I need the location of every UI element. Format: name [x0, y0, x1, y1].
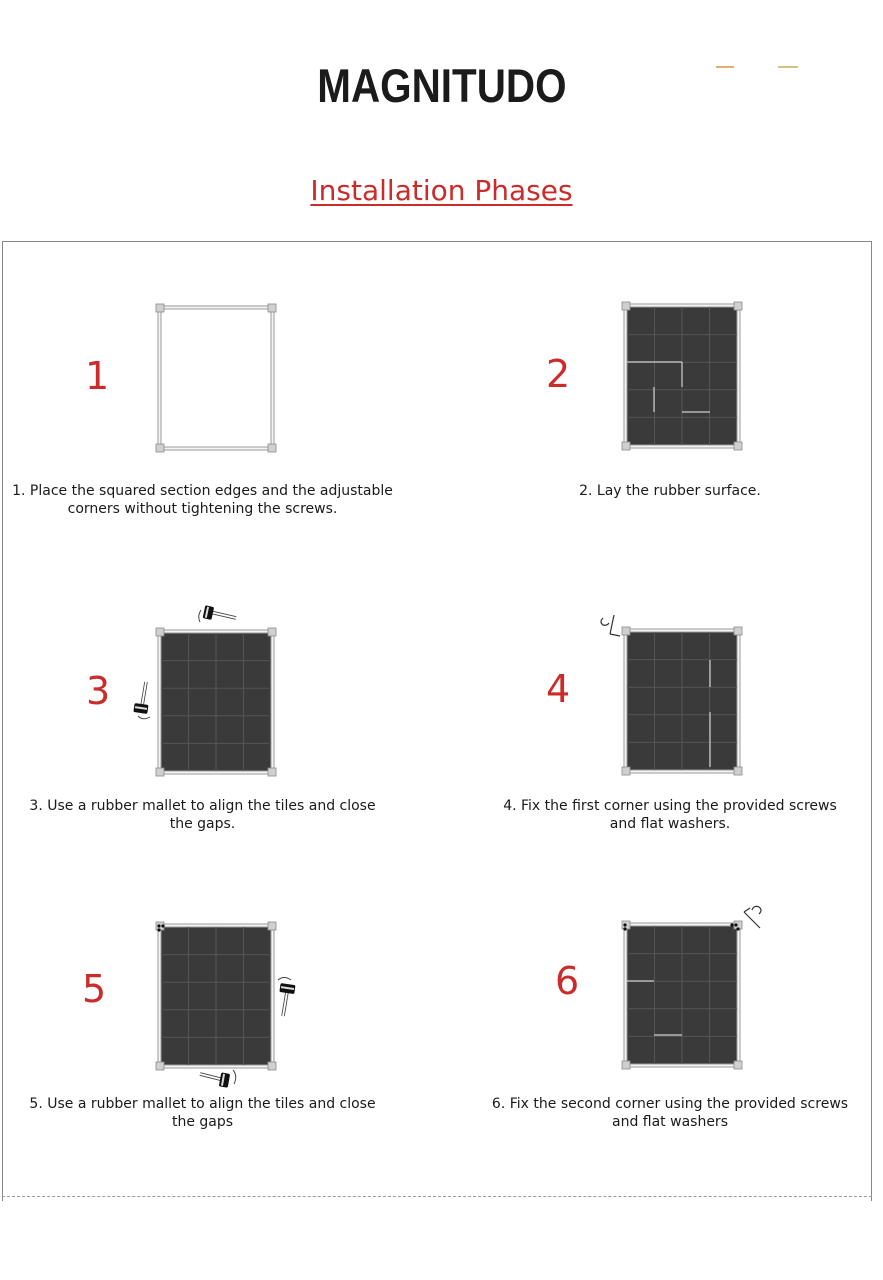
adjustable-corner [268, 444, 276, 452]
logo-text: MAGNITUDO [316, 59, 567, 112]
adjustable-corner [156, 304, 164, 312]
step-2-caption [480, 482, 860, 500]
step-1-diagram [156, 304, 276, 452]
page-title-text: Installation Phases [310, 174, 573, 207]
mallet-icon [272, 974, 298, 1018]
adjustable-corner [734, 627, 742, 635]
step-5-diagram [156, 922, 276, 1070]
screw-icon [157, 928, 160, 931]
mallet-icon [130, 680, 154, 724]
step-5-caption [10, 1095, 395, 1131]
step-6-caption-line: 6. Fix the second corner using the provided screws [491, 1096, 849, 1112]
adjustable-corner [268, 1062, 276, 1070]
step-4-diagram [622, 627, 742, 775]
adjustable-corner [156, 444, 164, 452]
step-2-number: 2 [546, 352, 571, 396]
step-6-caption-line: and flat washers [612, 1114, 728, 1130]
adjustable-corner [268, 922, 276, 930]
step-4-caption [480, 797, 860, 833]
decorative-mark [716, 66, 734, 68]
adjustable-corner [156, 628, 164, 636]
adjustable-corner [734, 442, 742, 450]
step-3-caption [10, 797, 395, 833]
adjustable-corner [734, 1061, 742, 1069]
step-6-caption [480, 1095, 860, 1131]
step-2-diagram [622, 302, 742, 450]
step-3-number: 3 [86, 669, 111, 713]
adjustable-corner [622, 1061, 630, 1069]
step-3-caption-line: the gaps. [169, 816, 236, 832]
adjustable-corner [268, 628, 276, 636]
step-4-caption-line: and flat washers. [609, 816, 731, 832]
adjustable-corner [622, 302, 630, 310]
step-3-caption-line: 3. Use a rubber mallet to align the tiles and close [29, 798, 376, 814]
screw-icon [730, 923, 733, 926]
adjustable-corner [734, 767, 742, 775]
step-3-diagram [156, 628, 276, 776]
screw-icon [161, 924, 164, 927]
step-5-number: 5 [82, 967, 107, 1011]
step-4-caption-line: 4. Fix the first corner using the provided screws [503, 798, 837, 814]
step-4-number: 4 [546, 667, 571, 711]
allen-key-icon [738, 904, 766, 930]
step-1-number: 1 [85, 354, 110, 398]
mallet-icon [196, 1066, 240, 1092]
adjustable-corner [156, 768, 164, 776]
adjustable-corner [622, 442, 630, 450]
screw-icon [157, 924, 160, 927]
adjustable-corner [156, 1062, 164, 1070]
adjustable-corner [268, 304, 276, 312]
step-1-caption-line: corners without tightening the screws. [67, 501, 338, 517]
brand-logo [0, 58, 883, 113]
screw-icon [623, 923, 626, 926]
step-2-caption-line: 2. Lay the rubber surface. [579, 483, 761, 499]
adjustable-corner [268, 768, 276, 776]
mallet-icon [196, 602, 240, 626]
step-1-caption [10, 482, 395, 518]
decorative-mark [778, 66, 798, 68]
step-5-caption-line: the gaps [171, 1114, 234, 1130]
cut-line-divider [2, 1196, 872, 1197]
step-6-diagram [622, 921, 742, 1069]
adjustable-corner [734, 302, 742, 310]
screw-icon [623, 927, 626, 930]
page-title [0, 174, 883, 207]
adjustable-corner [622, 767, 630, 775]
step-5-caption-line: 5. Use a rubber mallet to align the tiles and close [29, 1096, 376, 1112]
allen-key-icon [598, 612, 626, 638]
step-1-caption-line: 1. Place the squared section edges and the adjustable [12, 483, 393, 499]
step-6-number: 6 [555, 959, 580, 1003]
